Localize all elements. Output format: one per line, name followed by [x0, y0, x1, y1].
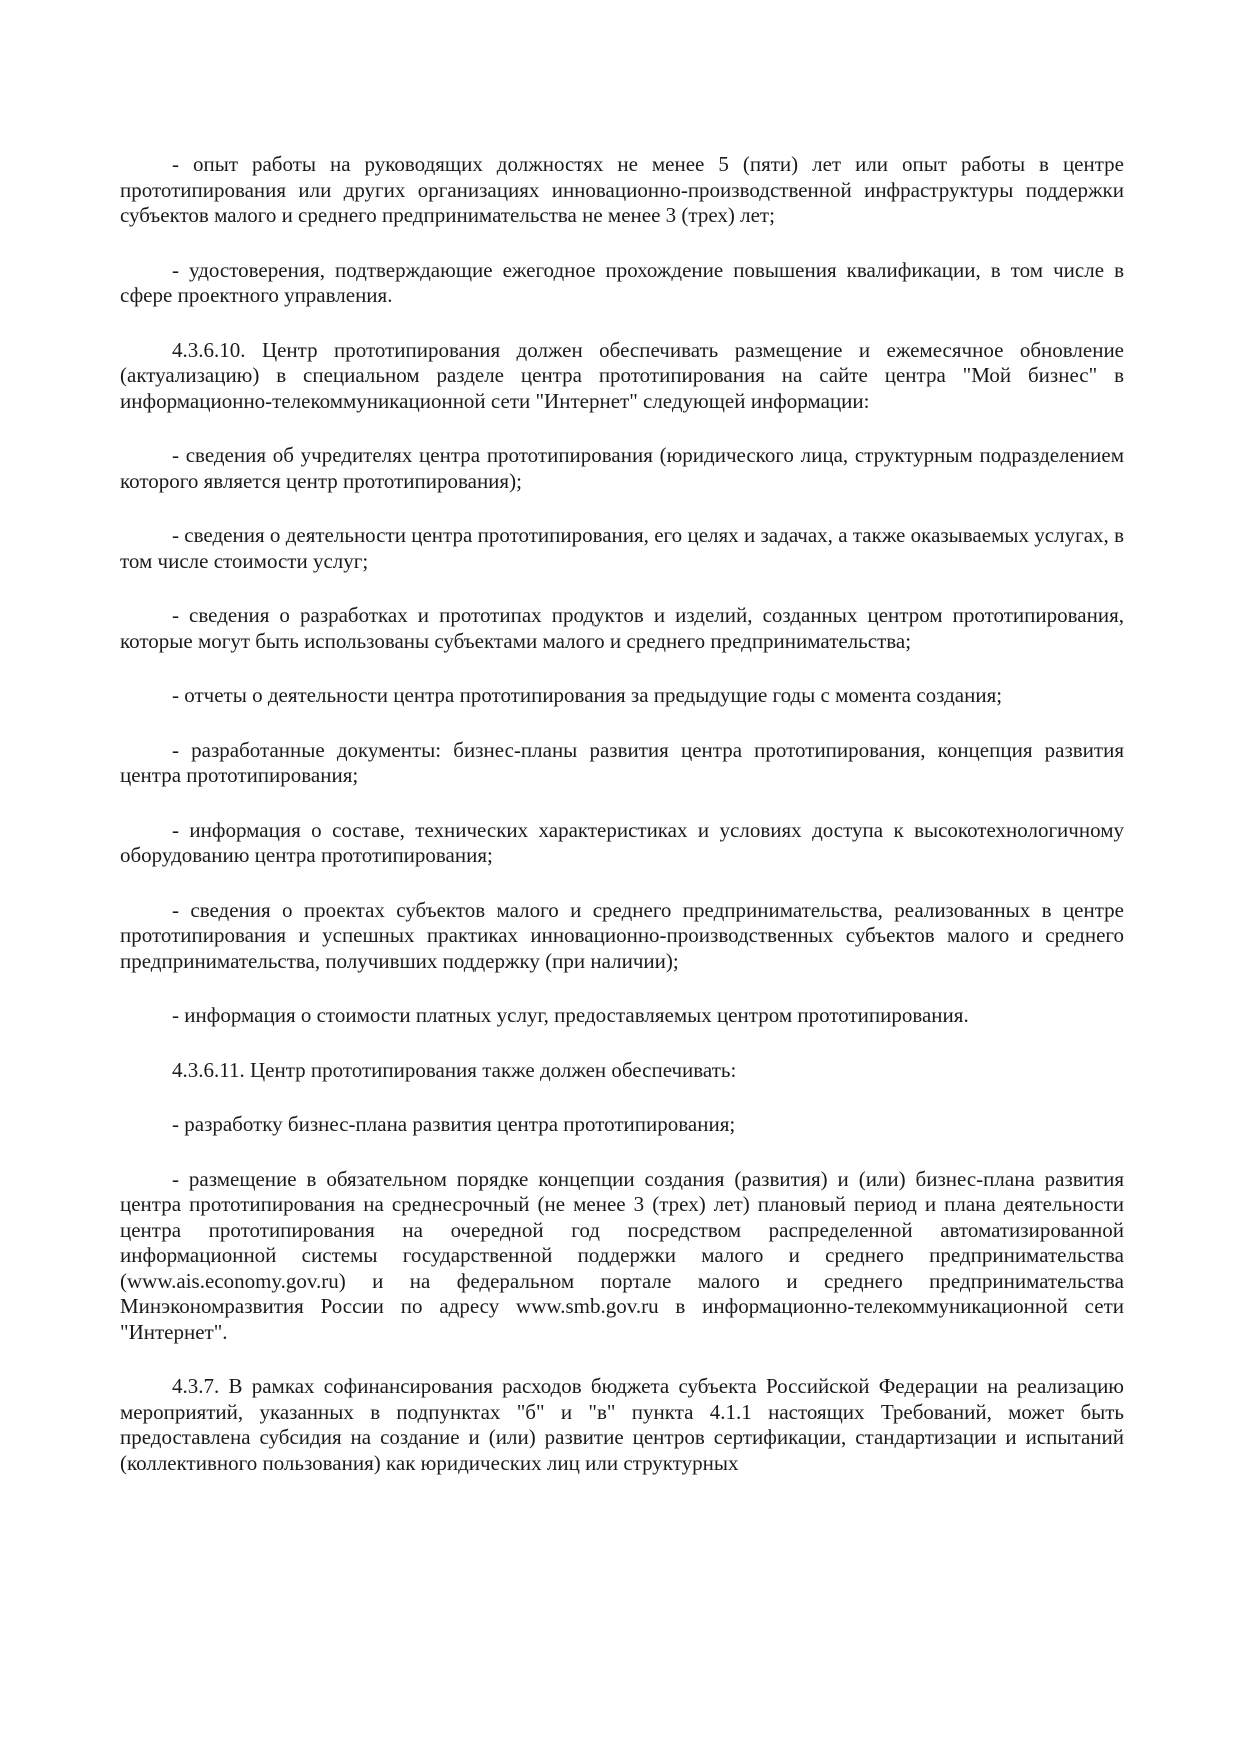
- paragraph-experience: - опыт работы на руководящих должностях не менее 5 (пяти) лет или опыт работы в центре прототипирования или других организациях инновационно-производственной инфраструктуры поддержки субъектов малого и среднего предпринимательства не менее 3 (трех) лет;: [120, 152, 1124, 227]
- paragraph-4-3-6-11: 4.3.6.11. Центр прототипирования также должен обеспечивать:: [172, 1057, 737, 1082]
- paragraph-documents-info: - разработанные документы: бизнес-планы развития центра прототипирования, концепция развития центра прототипирования;: [120, 737, 1124, 787]
- paragraph-4-3-6-10: 4.3.6.10. Центр прототипирования должен обеспечивать размещение и ежемесячное обновление (актуализацию) в специальном разделе центра прототипирования на сайте центра "Мой бизнес" в информационно-телекоммуникационной сети "Интернет" следующей информации:: [120, 337, 1124, 413]
- paragraph-developments-info: - сведения о разработках и прототипах продуктов и изделий, созданных центром прототипирования, которые могут быть использованы субъектами малого и среднего предпринимательства;: [120, 603, 1124, 653]
- paragraph-equipment-info: - информация о составе, технических характеристиках и условиях доступа к высокотехнологичному оборудованию центра прототипирования;: [120, 817, 1124, 867]
- paragraph-4-3-7: 4.3.7. В рамках софинансирования расходов бюджета субъекта Российской Федерации на реализацию мероприятий, указанных в подпунктах "б" и "в" пункта 4.1.1 настоящих Требований, может быть предоставлена субсидия на создание и (или) развитие центров сертификации, стандартизации и испытаний (коллективного пользования) как юридических лиц или структурных: [120, 1374, 1124, 1475]
- document-page: [120, 152, 1124, 1505]
- paragraph-business-plan: - разработку бизнес-плана развития центра прототипирования;: [172, 1112, 736, 1136]
- paragraph-founders-info: - сведения об учредителях центра прототипирования (юридического лица, структурным подразделением которого является центр прототипирования);: [120, 443, 1124, 493]
- paragraph-certificates: - удостоверения, подтверждающие ежегодное прохождение повышения квалификации, в том числе в сфере проектного управления.: [120, 257, 1124, 307]
- paragraph-paid-services-info: - информация о стоимости платных услуг, предоставляемых центром прототипирования.: [172, 1003, 969, 1027]
- paragraph-concept-placement: - размещение в обязательном порядке концепции создания (развития) и (или) бизнес-плана развития центра прототипирования на среднесрочный (не менее 3 (трех) лет) плановый период и плана деятельности центра прототипирования на очередной год посредством распределенной автоматизированной информационной системы государственной поддержки малого и среднего предпринимательства (www.ais.economy.gov.ru) и на федеральном портале малого и среднего предпринимательства Минэкономразвития России по адресу www.smb.gov.ru в информационно-телекоммуникационной сети "Интернет".: [120, 1166, 1124, 1344]
- paragraph-activity-info: - сведения о деятельности центра прототипирования, его целях и задачах, а также оказываемых услугах, в том числе стоимости услуг;: [120, 523, 1124, 573]
- paragraph-reports-info: - отчеты о деятельности центра прототипирования за предыдущие годы с момента создания;: [172, 683, 1003, 707]
- paragraph-projects-info: - сведения о проектах субъектов малого и среднего предпринимательства, реализованных в центре прототипирования и успешных практиках инновационно-производственных субъектов малого и среднего предпринимательства, получивших поддержку (при наличии);: [120, 897, 1124, 973]
